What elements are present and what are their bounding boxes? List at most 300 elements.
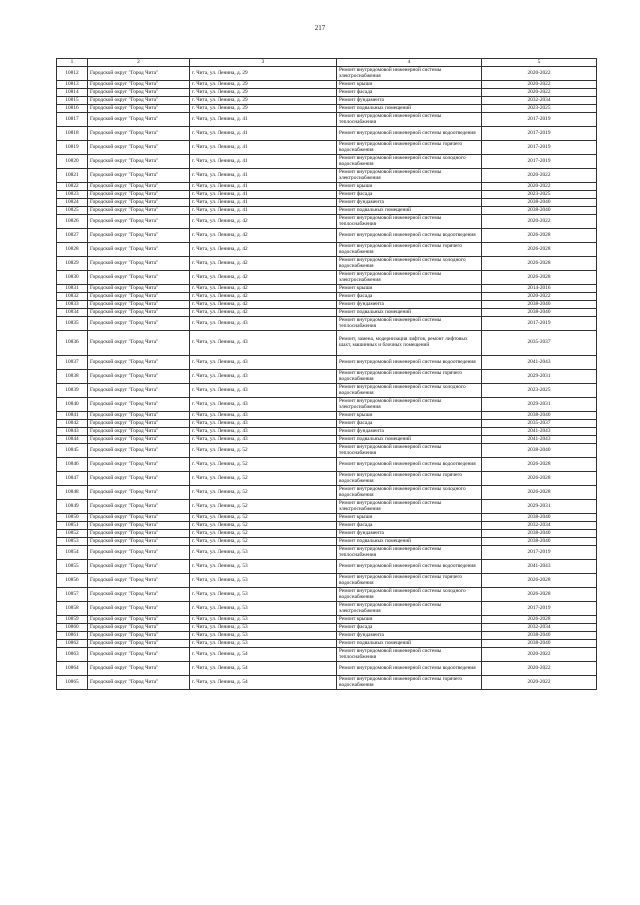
period-cell: 2017-2019 [482,155,597,169]
row-number-cell: 10843 [57,428,88,436]
address-cell: г. Чита, ул. Ленина, д. 53 [190,602,337,616]
address-cell: г. Чита, ул. Ленина, д. 52 [190,486,337,500]
table-row [57,113,597,127]
work-type-cell: Ремонт подвальных помещений [337,207,482,215]
row-number-cell: 10850 [57,514,88,522]
district-cell: Городской округ "Город Чита" [88,141,190,155]
address-cell: г. Чита, ул. Ленина, д. 29 [190,81,337,89]
table-row [57,522,597,530]
row-number-cell: 10817 [57,113,88,127]
column-number: 2 [88,59,190,67]
table-row [57,207,597,215]
district-cell: Городской округ "Город Чита" [88,113,190,127]
row-number-cell: 10815 [57,97,88,105]
row-number-cell: 10813 [57,81,88,89]
address-cell: г. Чита, ул. Ленина, д. 53 [190,574,337,588]
period-cell: 2026-2028 [482,486,597,500]
district-cell: Городской округ "Город Чита" [88,486,190,500]
period-cell: 2032-2034 [482,624,597,632]
table-row [57,127,597,141]
table-row [57,514,597,522]
table-row [57,199,597,207]
period-cell: 2017-2019 [482,141,597,155]
address-cell: г. Чита, ул. Ленина, д. 43 [190,428,337,436]
table-row [57,436,597,444]
address-cell: г. Чита, ул. Ленина, д. 42 [190,271,337,285]
district-cell: Городской округ "Город Чита" [88,301,190,309]
address-cell: г. Чита, ул. Ленина, д. 52 [190,458,337,472]
table-row [57,141,597,155]
table-body [57,59,597,690]
table-row [57,662,597,676]
table-row [57,81,597,89]
work-type-cell: Ремонт внутридомовой инженерной системы водоотведения [337,560,482,574]
row-number-cell: 10826 [57,215,88,229]
address-cell: г. Чита, ул. Ленина, д. 41 [190,207,337,215]
table-row [57,632,597,640]
address-cell: г. Чита, ул. Ленина, д. 42 [190,229,337,243]
work-type-cell: Ремонт внутридомовой инженерной системы теплоснабжения [337,546,482,560]
period-cell: 2041-2043 [482,560,597,574]
district-cell: Городской округ "Город Чита" [88,384,190,398]
table-row [57,229,597,243]
table-row [57,530,597,538]
table-row [57,472,597,486]
period-cell: 2026-2028 [482,229,597,243]
address-cell: г. Чита, ул. Ленина, д. 42 [190,285,337,293]
work-type-cell: Ремонт внутридомовой инженерной системы электроснабжения [337,602,482,616]
table-row [57,640,597,648]
district-cell: Городской округ "Город Чита" [88,444,190,458]
table-row [57,155,597,169]
work-type-cell: Ремонт фундамента [337,199,482,207]
table-row [57,243,597,257]
address-cell: г. Чита, ул. Ленина, д. 52 [190,530,337,538]
period-cell: 2017-2019 [482,113,597,127]
address-cell: г. Чита, ул. Ленина, д. 43 [190,436,337,444]
address-cell: г. Чита, ул. Ленина, д. 29 [190,89,337,97]
row-number-cell: 10862 [57,640,88,648]
work-type-cell: Ремонт подвальных помещений [337,640,482,648]
period-cell: 2020-2022 [482,676,597,690]
address-cell: г. Чита, ул. Ленина, д. 52 [190,538,337,546]
period-cell: 2020-2022 [482,67,597,81]
row-number-cell: 10846 [57,458,88,472]
district-cell: Городской округ "Город Чита" [88,229,190,243]
row-number-cell: 10858 [57,602,88,616]
district-cell: Городской округ "Город Чита" [88,428,190,436]
period-cell: 2026-2028 [482,271,597,285]
period-cell: 2038-2040 [482,632,597,640]
table-row [57,616,597,624]
work-type-cell: Ремонт фасада [337,293,482,301]
district-cell: Городской округ "Город Чита" [88,127,190,141]
row-number-cell: 10816 [57,105,88,113]
period-cell: 2041-2043 [482,428,597,436]
district-cell: Городской округ "Город Чита" [88,588,190,602]
address-cell: г. Чита, ул. Ленина, д. 29 [190,105,337,113]
work-type-cell: Ремонт внутридомовой инженерной системы горячего водоснабжения [337,141,482,155]
work-type-cell: Ремонт крыши [337,183,482,191]
row-number-cell: 10827 [57,229,88,243]
district-cell: Городской округ "Город Чита" [88,574,190,588]
district-cell: Городской округ "Город Чита" [88,602,190,616]
period-cell: 2026-2028 [482,616,597,624]
address-cell: г. Чита, ул. Ленина, д. 52 [190,444,337,458]
table-row [57,574,597,588]
district-cell: Городской округ "Город Чита" [88,624,190,632]
period-cell: 2035-2037 [482,331,597,356]
row-number-cell: 10849 [57,500,88,514]
table-row [57,293,597,301]
row-number-cell: 10841 [57,412,88,420]
district-cell: Городской округ "Город Чита" [88,616,190,624]
address-cell: г. Чита, ул. Ленина, д. 29 [190,67,337,81]
row-number-cell: 10818 [57,127,88,141]
table-row [57,444,597,458]
row-number-cell: 10824 [57,199,88,207]
period-cell: 2038-2040 [482,640,597,648]
address-cell: г. Чита, ул. Ленина, д. 42 [190,243,337,257]
address-cell: г. Чита, ул. Ленина, д. 52 [190,472,337,486]
district-cell: Городской округ "Город Чита" [88,199,190,207]
work-type-cell: Ремонт крыши [337,412,482,420]
period-cell: 2038-2040 [482,530,597,538]
work-type-cell: Ремонт внутридомовой инженерной системы теплоснабжения [337,215,482,229]
district-cell: Городской округ "Город Чита" [88,472,190,486]
row-number-cell: 10860 [57,624,88,632]
work-type-cell: Ремонт крыши [337,514,482,522]
district-cell: Городской округ "Город Чита" [88,169,190,183]
row-number-cell: 10821 [57,169,88,183]
period-cell: 2032-2034 [482,97,597,105]
work-type-cell: Ремонт подвальных помещений [337,105,482,113]
work-type-cell: Ремонт фасада [337,624,482,632]
work-type-cell: Ремонт, замена, модернизация лифтов, ремонт лифтовых шахт, машинных и блочных помещений [337,331,482,356]
address-cell: г. Чита, ул. Ленина, д. 53 [190,546,337,560]
district-cell: Городской округ "Город Чита" [88,191,190,199]
district-cell: Городской округ "Город Чита" [88,215,190,229]
row-number-cell: 10835 [57,317,88,331]
row-number-cell: 10836 [57,331,88,356]
district-cell: Городской округ "Город Чита" [88,436,190,444]
period-cell: 2038-2040 [482,538,597,546]
period-cell: 2038-2040 [482,444,597,458]
period-cell: 2026-2028 [482,458,597,472]
table-row [57,384,597,398]
row-number-cell: 10852 [57,530,88,538]
work-type-cell: Ремонт внутридомовой инженерной системы водоотведения [337,127,482,141]
table-row [57,97,597,105]
table-row [57,309,597,317]
row-number-cell: 10838 [57,370,88,384]
table-row [57,331,597,356]
district-cell: Городской округ "Город Чита" [88,676,190,690]
work-type-cell: Ремонт крыши [337,81,482,89]
row-number-cell: 10833 [57,301,88,309]
address-cell: г. Чита, ул. Ленина, д. 54 [190,662,337,676]
table-row [57,398,597,412]
work-type-cell: Ремонт фасада [337,191,482,199]
work-type-cell: Ремонт внутридомовой инженерной системы электроснабжения [337,500,482,514]
row-number-cell: 10863 [57,648,88,662]
district-cell: Городской округ "Город Чита" [88,285,190,293]
work-type-cell: Ремонт внутридомовой инженерной системы холодного водоснабжения [337,155,482,169]
row-number-cell: 10842 [57,420,88,428]
row-number-cell: 10854 [57,546,88,560]
address-cell: г. Чита, ул. Ленина, д. 43 [190,398,337,412]
address-cell: г. Чита, ул. Ленина, д. 43 [190,331,337,356]
row-number-cell: 10823 [57,191,88,199]
district-cell: Городской округ "Город Чита" [88,398,190,412]
row-number-cell: 10859 [57,616,88,624]
period-cell: 2026-2028 [482,574,597,588]
period-cell: 2026-2028 [482,257,597,271]
district-cell: Городской округ "Город Чита" [88,293,190,301]
district-cell: Городской округ "Город Чита" [88,207,190,215]
address-cell: г. Чита, ул. Ленина, д. 41 [190,113,337,127]
period-cell: 2020-2022 [482,183,597,191]
period-cell: 2023-2025 [482,105,597,113]
work-type-cell: Ремонт внутридомовой инженерной системы холодного водоснабжения [337,486,482,500]
period-cell: 2020-2022 [482,662,597,676]
row-number-cell: 10848 [57,486,88,500]
work-type-cell: Ремонт внутридомовой инженерной системы водоотведения [337,662,482,676]
period-cell: 2020-2022 [482,293,597,301]
address-cell: г. Чита, ул. Ленина, д. 43 [190,412,337,420]
address-cell: г. Чита, ул. Ленина, д. 54 [190,676,337,690]
column-number: 4 [337,59,482,67]
period-cell: 2041-2043 [482,356,597,370]
table-row [57,602,597,616]
work-type-cell: Ремонт фундамента [337,301,482,309]
table-row [57,412,597,420]
period-cell: 2026-2028 [482,243,597,257]
table-row [57,301,597,309]
row-number-cell: 10855 [57,560,88,574]
period-cell: 2026-2028 [482,472,597,486]
work-type-cell: Ремонт внутридомовой инженерной системы электроснабжения [337,67,482,81]
row-number-cell: 10812 [57,67,88,81]
work-type-cell: Ремонт крыши [337,616,482,624]
work-type-cell: Ремонт фасада [337,420,482,428]
work-type-cell: Ремонт фундамента [337,97,482,105]
district-cell: Городской округ "Город Чита" [88,257,190,271]
page-number: 217 [314,24,326,32]
table-row [57,105,597,113]
column-number: 5 [482,59,597,67]
row-number-cell: 10829 [57,257,88,271]
district-cell: Городской округ "Город Чита" [88,89,190,97]
district-cell: Городской округ "Город Чита" [88,522,190,530]
table-row [57,428,597,436]
address-cell: г. Чита, ул. Ленина, д. 41 [190,169,337,183]
address-cell: г. Чита, ул. Ленина, д. 43 [190,370,337,384]
district-cell: Городской округ "Город Чита" [88,81,190,89]
work-type-cell: Ремонт внутридомовой инженерной системы теплоснабжения [337,113,482,127]
table-row [57,486,597,500]
period-cell: 2038-2040 [482,309,597,317]
address-cell: г. Чита, ул. Ленина, д. 42 [190,293,337,301]
work-type-cell: Ремонт подвальных помещений [337,309,482,317]
period-cell: 2029-2031 [482,398,597,412]
row-number-cell: 10814 [57,89,88,97]
table-row [57,546,597,560]
address-cell: г. Чита, ул. Ленина, д. 42 [190,301,337,309]
address-cell: г. Чита, ул. Ленина, д. 53 [190,616,337,624]
district-cell: Городской округ "Город Чита" [88,538,190,546]
address-cell: г. Чита, ул. Ленина, д. 42 [190,215,337,229]
period-cell: 2017-2019 [482,602,597,616]
row-number-cell: 10865 [57,676,88,690]
address-cell: г. Чита, ул. Ленина, д. 53 [190,588,337,602]
district-cell: Городской округ "Город Чита" [88,317,190,331]
district-cell: Городской округ "Город Чита" [88,648,190,662]
work-type-cell: Ремонт внутридомовой инженерной системы электроснабжения [337,398,482,412]
district-cell: Городской округ "Город Чита" [88,546,190,560]
address-cell: г. Чита, ул. Ленина, д. 54 [190,648,337,662]
row-number-cell: 10831 [57,285,88,293]
row-number-cell: 10832 [57,293,88,301]
work-type-cell: Ремонт внутридомовой инженерной системы холодного водоснабжения [337,384,482,398]
address-cell: г. Чита, ул. Ленина, д. 41 [190,199,337,207]
period-cell: 2035-2037 [482,420,597,428]
row-number-cell: 10834 [57,309,88,317]
period-cell: 2020-2022 [482,89,597,97]
address-cell: г. Чита, ул. Ленина, д. 43 [190,317,337,331]
period-cell: 2020-2022 [482,648,597,662]
district-cell: Городской округ "Город Чита" [88,243,190,257]
row-number-cell: 10840 [57,398,88,412]
address-cell: г. Чита, ул. Ленина, д. 43 [190,384,337,398]
table-row [57,500,597,514]
table-row [57,285,597,293]
period-cell: 2038-2040 [482,412,597,420]
row-number-cell: 10847 [57,472,88,486]
row-number-cell: 10844 [57,436,88,444]
table-row [57,370,597,384]
table-row [57,89,597,97]
address-cell: г. Чита, ул. Ленина, д. 53 [190,560,337,574]
period-cell: 2017-2019 [482,127,597,141]
district-cell: Городской округ "Город Чита" [88,514,190,522]
work-type-cell: Ремонт внутридомовой инженерной системы холодного водоснабжения [337,257,482,271]
work-type-cell: Ремонт внутридомовой инженерной системы горячего водоснабжения [337,574,482,588]
row-number-cell: 10861 [57,632,88,640]
address-cell: г. Чита, ул. Ленина, д. 52 [190,514,337,522]
period-cell: 2014-2016 [482,285,597,293]
period-cell: 2023-2025 [482,191,597,199]
period-cell: 2017-2019 [482,317,597,331]
period-cell: 2017-2019 [482,546,597,560]
repair-schedule-table [56,58,597,690]
district-cell: Городской округ "Город Чита" [88,370,190,384]
district-cell: Городской округ "Город Чита" [88,420,190,428]
row-number-cell: 10856 [57,574,88,588]
table-row [57,191,597,199]
table-row [57,169,597,183]
table-row [57,458,597,472]
address-cell: г. Чита, ул. Ленина, д. 52 [190,522,337,530]
work-type-cell: Ремонт внутридомовой инженерной системы теплоснабжения [337,444,482,458]
address-cell: г. Чита, ул. Ленина, д. 41 [190,141,337,155]
row-number-cell: 10819 [57,141,88,155]
row-number-cell: 10857 [57,588,88,602]
row-number-cell: 10845 [57,444,88,458]
district-cell: Городской округ "Город Чита" [88,183,190,191]
district-cell: Городской округ "Город Чита" [88,412,190,420]
row-number-cell: 10851 [57,522,88,530]
table-row [57,356,597,370]
table-row [57,317,597,331]
address-cell: г. Чита, ул. Ленина, д. 41 [190,155,337,169]
row-number-cell: 10864 [57,662,88,676]
table-row [57,560,597,574]
district-cell: Городской округ "Город Чита" [88,97,190,105]
district-cell: Городской округ "Город Чита" [88,560,190,574]
row-number-cell: 10853 [57,538,88,546]
work-type-cell: Ремонт подвальных помещений [337,436,482,444]
address-cell: г. Чита, ул. Ленина, д. 42 [190,257,337,271]
table-row [57,648,597,662]
period-cell: 2023-2025 [482,384,597,398]
period-cell: 2020-2022 [482,169,597,183]
district-cell: Городской округ "Город Чита" [88,640,190,648]
period-cell: 2029-2031 [482,370,597,384]
address-cell: г. Чита, ул. Ленина, д. 43 [190,420,337,428]
address-cell: г. Чита, ул. Ленина, д. 41 [190,191,337,199]
district-cell: Городской округ "Город Чита" [88,458,190,472]
district-cell: Городской округ "Город Чита" [88,662,190,676]
district-cell: Городской округ "Город Чита" [88,331,190,356]
table-row [57,624,597,632]
district-cell: Городской округ "Город Чита" [88,632,190,640]
period-cell: 2038-2040 [482,301,597,309]
work-type-cell: Ремонт внутридомовой инженерной системы водоотведения [337,356,482,370]
row-number-cell: 10837 [57,356,88,370]
table-row [57,215,597,229]
period-cell: 2026-2028 [482,588,597,602]
column-number: 3 [190,59,337,67]
address-cell: г. Чита, ул. Ленина, д. 53 [190,632,337,640]
period-cell: 2032-2034 [482,522,597,530]
district-cell: Городской округ "Город Чита" [88,271,190,285]
row-number-cell: 10839 [57,384,88,398]
period-cell: 2029-2031 [482,500,597,514]
address-cell: г. Чита, ул. Ленина, д. 43 [190,356,337,370]
address-cell: г. Чита, ул. Ленина, д. 53 [190,640,337,648]
address-cell: г. Чита, ул. Ленина, д. 53 [190,624,337,632]
district-cell: Городской округ "Город Чита" [88,530,190,538]
table-row [57,183,597,191]
district-cell: Городской округ "Город Чита" [88,356,190,370]
row-number-cell: 10822 [57,183,88,191]
period-cell: 2041-2043 [482,436,597,444]
work-type-cell: Ремонт внутридомовой инженерной системы водоотведения [337,229,482,243]
table-row [57,676,597,690]
work-type-cell: Ремонт внутридомовой инженерной системы теплоснабжения [337,648,482,662]
work-type-cell: Ремонт внутридомовой инженерной системы горячего водоснабжения [337,243,482,257]
address-cell: г. Чита, ул. Ленина, д. 29 [190,97,337,105]
table-row [57,271,597,285]
table-row [57,67,597,81]
work-type-cell: Ремонт внутридомовой инженерной системы электроснабжения [337,271,482,285]
work-type-cell: Ремонт внутридомовой инженерной системы теплоснабжения [337,317,482,331]
work-type-cell: Ремонт внутридомовой инженерной системы холодного водоснабжения [337,588,482,602]
work-type-cell: Ремонт внутридомовой инженерной системы горячего водоснабжения [337,676,482,690]
address-cell: г. Чита, ул. Ленина, д. 41 [190,127,337,141]
period-cell: 2020-2022 [482,215,597,229]
